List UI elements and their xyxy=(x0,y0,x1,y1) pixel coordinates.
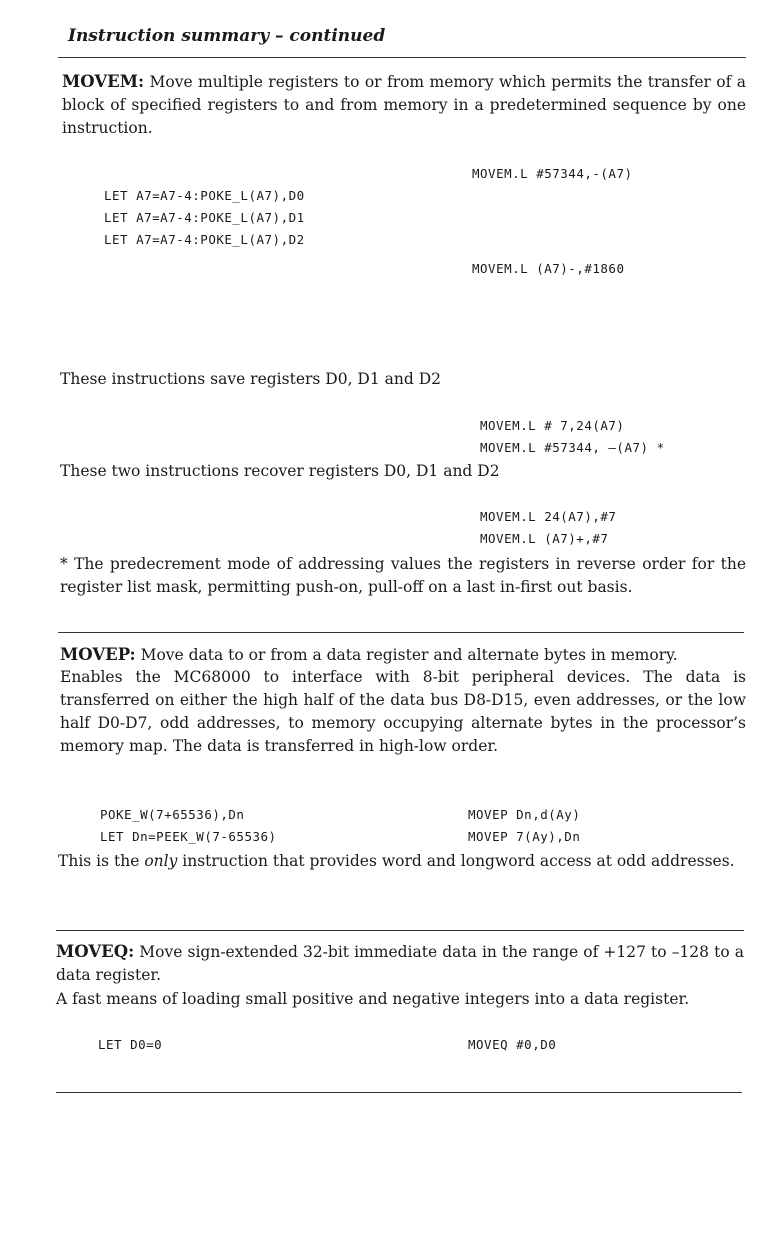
movem-footnote: * The predecrement mode of addressing values the registers in reverse order for the register list mask, permitting push-on, pull-off on a last in-first out basis. xyxy=(60,555,746,596)
bottom-rule xyxy=(56,1092,742,1093)
movem-description-text: Move multiple registers to or from memory which permits the transfer of a block of specified registers to and from memory in a predetermined sequence by one instruction. xyxy=(62,73,746,137)
moveq-detail: A fast means of loading small positive and negative integers into a data register. xyxy=(56,990,690,1008)
moveq-term: MOVEQ: xyxy=(56,942,135,961)
code-line: LET A7=A7-4:POKE_L(A7),D2 xyxy=(104,232,305,247)
code-line: MOVEM.L #57344, –(A7) * xyxy=(480,440,665,455)
movep-description xyxy=(60,643,746,667)
code-line: MOVEM.L (A7)+,#7 xyxy=(480,531,609,546)
section-rule xyxy=(56,930,744,931)
code-line: POKE_W(7+65536),Dn xyxy=(100,807,245,822)
code-line: MOVEP Dn,d(Ay) xyxy=(468,807,581,822)
moveq-description xyxy=(56,940,744,987)
movem-asm-line-1: MOVEM.L #57344,-(A7) xyxy=(472,166,633,181)
code-line: LET A7=A7-4:POKE_L(A7),D1 xyxy=(104,210,305,225)
movep-note-end: instruction that provides word and longword access at odd addresses. xyxy=(177,852,735,870)
movem-description xyxy=(62,70,746,140)
section-rule xyxy=(58,632,744,633)
moveq-description-text: Move sign-extended 32-bit immediate data in the range of +127 to –128 to a data register. xyxy=(56,943,744,984)
movem-recover-text: These two instructions recover registers D0, D1 and D2 xyxy=(60,462,500,480)
movep-asm-code xyxy=(468,782,580,848)
code-line: MOVEM.L 24(A7),#7 xyxy=(480,509,617,524)
movem-save-text: These instructions save registers D0, D1 and D2 xyxy=(60,370,442,388)
movem-recover-asm xyxy=(480,484,616,550)
movep-detail: Enables the MC68000 to interface with 8-bit peripheral devices. The data is transferred on either the high half of the data bus D8-D15, even addresses, or the low half D0-D7, odd addresses, to memory occupying alternate bytes in the processor’s memory map. The data is transferred in high-low order. xyxy=(60,668,746,755)
movep-note xyxy=(58,850,744,873)
header-rule xyxy=(58,57,746,58)
moveq-asm-code: MOVEQ #0,D0 xyxy=(468,1037,557,1052)
code-line: MOVEM.L # 7,24(A7) xyxy=(480,418,625,433)
movep-term: MOVEP: xyxy=(60,645,136,664)
movep-note-start: This is the xyxy=(58,852,145,870)
movep-basic-code xyxy=(100,782,277,848)
movep-note-emphasis: only xyxy=(144,852,178,870)
movem-term: MOVEM: xyxy=(62,72,145,91)
code-line: LET A7=A7-4:POKE_L(A7),D0 xyxy=(104,188,305,203)
code-line: MOVEP 7(Ay),Dn xyxy=(468,829,581,844)
movem-asm-line-2: MOVEM.L (A7)-,#1860 xyxy=(472,261,625,276)
movep-description-text: Move data to or from a data register and alternate bytes in memory. xyxy=(135,646,678,664)
movem-save-asm xyxy=(480,393,665,459)
moveq-basic-code: LET D0=0 xyxy=(98,1037,163,1052)
page-header: Instruction summary – continued xyxy=(68,26,386,46)
code-line: LET Dn=PEEK_W(7-65536) xyxy=(100,829,277,844)
movem-basic-code xyxy=(104,163,305,251)
